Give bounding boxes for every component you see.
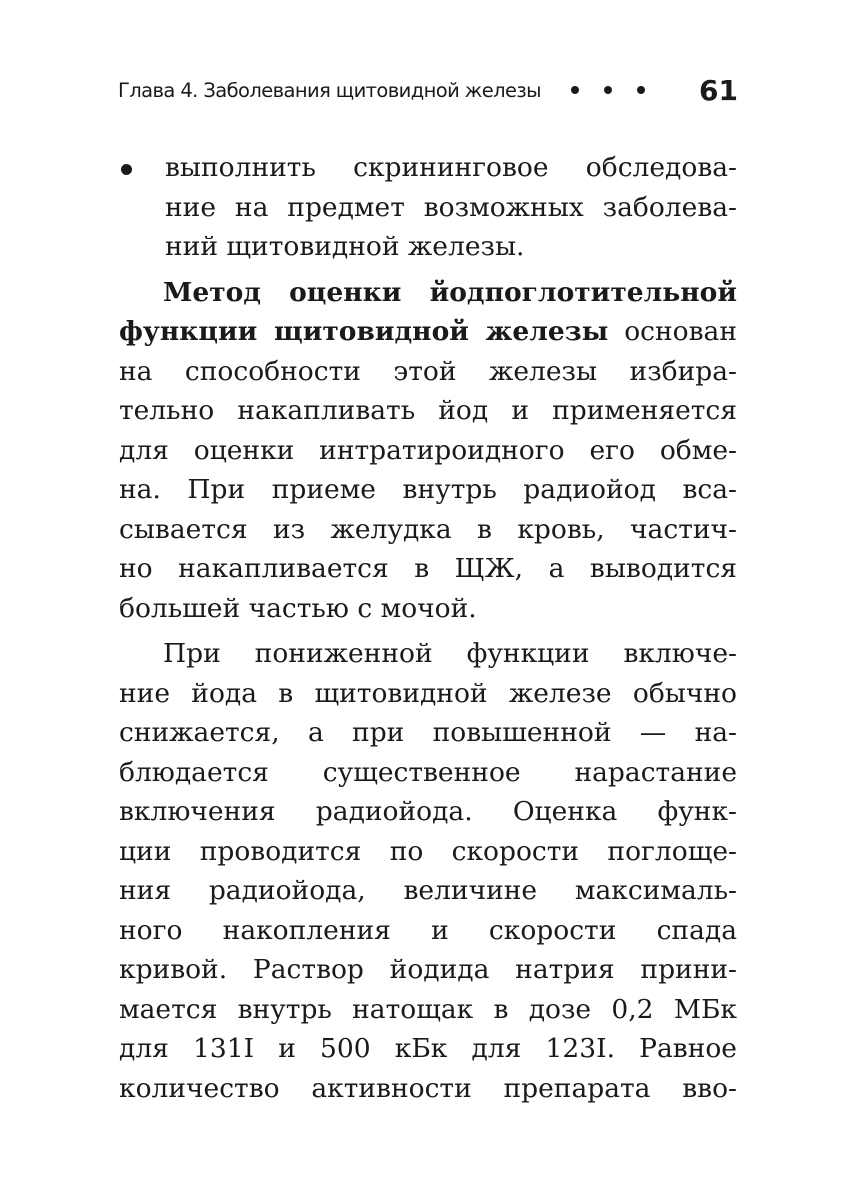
text-line: [119, 312, 737, 352]
bold-term: Метод оценки йодпоглотительной: [163, 276, 737, 308]
chapter-title: Глава 4. Заболевания щитовидной железы: [118, 78, 541, 102]
dot-icon: [604, 86, 612, 94]
dot-icon: [637, 86, 645, 94]
text-line: но накапливается в ЩЖ, а выводится: [119, 553, 737, 584]
page-number: 61: [699, 73, 738, 107]
text-line: для оценки интратироидного его обме-: [119, 434, 737, 466]
paragraph-method: [119, 273, 737, 629]
paragraph-function: [119, 634, 737, 1108]
text-line: ние на предмет возможных заболева-: [165, 191, 737, 223]
text-line: ния радиойода, величине максималь-: [119, 875, 737, 906]
dot-icon: [571, 86, 579, 94]
page-body: [119, 148, 737, 1108]
bullet-list-item: [119, 148, 737, 267]
text-line: [119, 273, 737, 313]
text-line: тельно накапливать йод и применяется: [119, 395, 737, 426]
text-line: При пониженной функции включе-: [163, 638, 737, 669]
running-header: [118, 72, 738, 108]
text-line: снижается, а при повышенной — на-: [119, 717, 737, 748]
text-line: на способности этой железы избира-: [119, 355, 737, 387]
header-dots: [571, 86, 645, 94]
text-line: ние йода в щитовидной железе обычно: [119, 677, 737, 709]
text-line: блюдается существенное нарастание: [119, 756, 737, 788]
text-line: включения радиойода. Оценка функ-: [119, 796, 737, 827]
bullet-icon: [121, 164, 132, 175]
text-line: сывается из желудка в кровь, частич-: [119, 513, 737, 545]
bold-term: функции щитовидной железы: [119, 316, 609, 347]
text-line: ции проводится по скорости поглоще-: [119, 835, 737, 867]
text-line: мается внутрь натощак в дозе 0,2 МБк: [119, 993, 737, 1025]
text-line: выполнить скрининговое обследова-: [165, 152, 737, 183]
text-line: на. При приеме внутрь радиойод вса-: [119, 474, 737, 505]
text-line: кривой. Раствор йодида натрия прини-: [119, 954, 737, 985]
text-line: ного накопления и скорости спада: [119, 914, 737, 946]
text-line: для 131I и 500 кБк для 123I. Равное: [119, 1033, 737, 1064]
text-line: большей частью с мочой.: [119, 592, 477, 624]
text-line: ний щитовидной железы.: [165, 231, 525, 262]
text-line: количество активности препарата вво-: [119, 1072, 737, 1104]
text-fragment: основан: [608, 316, 738, 347]
